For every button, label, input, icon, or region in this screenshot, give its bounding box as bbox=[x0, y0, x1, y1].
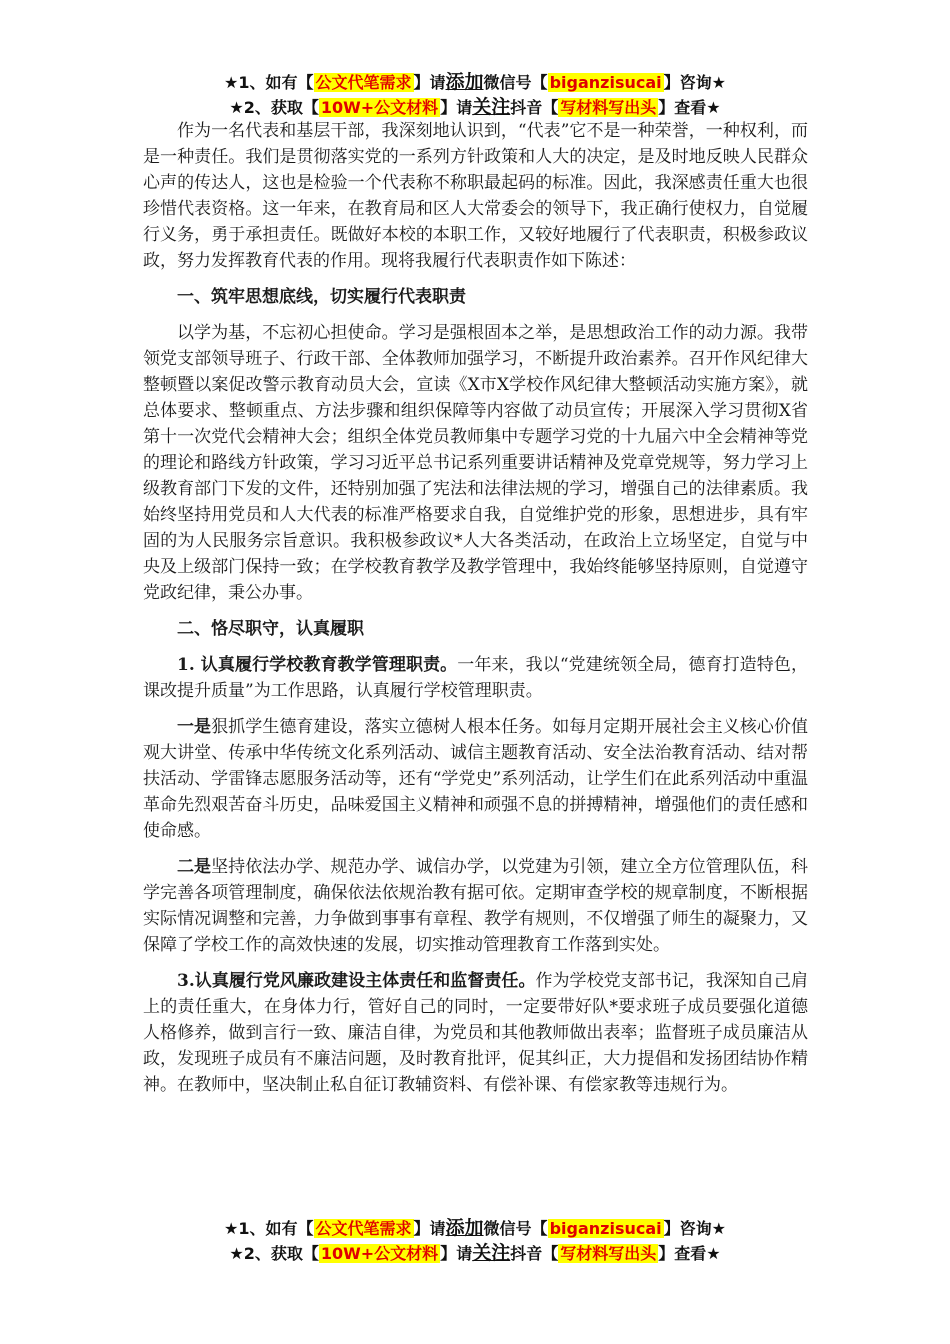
banner-line-2 bbox=[0, 95, 950, 120]
banner-text: ★1、如有【 bbox=[224, 73, 314, 92]
paragraph-lead: 一是 bbox=[177, 717, 212, 737]
paragraph-lead: 3.认真履行党风廉政建设主体责任和监督责任。 bbox=[177, 971, 536, 991]
paragraph-lead: 1. 认真履行学校教育教学管理职责。 bbox=[177, 655, 458, 675]
bottom-banner bbox=[0, 1216, 950, 1266]
banner-text: 】查看★ bbox=[658, 98, 721, 117]
banner-text: ★1、如有【 bbox=[224, 1219, 314, 1238]
banner-text: 微信号【 bbox=[483, 1219, 548, 1238]
banner-emphasis: 关注 bbox=[472, 1242, 511, 1264]
banner-highlight: 写材料写出头 bbox=[560, 98, 657, 117]
section-heading-1: 一、筑牢思想底线，切实履行代表职责 bbox=[177, 287, 466, 307]
banner-line-1 bbox=[0, 1216, 950, 1241]
section-heading-2: 二、恪尽职守，认真履职 bbox=[177, 619, 364, 639]
banner-text: 抖音【 bbox=[510, 1244, 559, 1263]
banner-text: 抖音【 bbox=[510, 98, 559, 117]
banner-text: 】查看★ bbox=[658, 1244, 721, 1263]
banner-text: ★2、获取【 bbox=[229, 1244, 319, 1263]
banner-highlight: 10W+公文材料 bbox=[320, 1244, 439, 1263]
banner-emphasis: 添加 bbox=[445, 71, 484, 93]
banner-line-2 bbox=[0, 1241, 950, 1266]
banner-text: 】请 bbox=[440, 1244, 473, 1263]
banner-highlight: 写材料写出头 bbox=[560, 1244, 657, 1263]
banner-text: 】请 bbox=[413, 73, 446, 92]
banner-highlight: 公文代笔需求 bbox=[315, 1219, 412, 1238]
paragraph-duty-1 bbox=[143, 652, 808, 704]
paragraph-text: 坚持依法办学、规范办学、诚信办学，以党建为引领，建立全方位管理队伍，科学完善各项管理制度，确保依法依规治教有据可依。定期审查学校的规章制度，不断根据实际情况调整和完善，力争做到事事有章程、教学有规则，不仅增强了师生的凝聚力，又保障了学校工作的高效快速的发展，切实推动管理教育工作落到实处。 bbox=[143, 857, 809, 955]
banner-highlight: 公文代笔需求 bbox=[315, 73, 412, 92]
banner-emphasis: 关注 bbox=[472, 96, 511, 118]
banner-highlight: biganzisucai bbox=[549, 1219, 662, 1238]
paragraph-duty-3 bbox=[143, 968, 808, 1098]
paragraph-point-1 bbox=[143, 714, 808, 844]
banner-text: 】咨询★ bbox=[663, 1219, 726, 1238]
paragraph-study: 以学为基，不忘初心担使命。学习是强根固本之举，是思想政治工作的动力源。我带领党支部领导班子、行政干部、全体教师加强学习，不断提升政治素养。召开作风纪律大整顿暨以案促改警示教育动员大会，宣读《X市X学校作风纪律大整顿活动实施方案》，就总体要求、整顿重点、方法步骤和组织保障等内容做了动员宣传；开展深入学习贯彻X省第十一次党代会精神大会；组织全体党员教师集中专题学习党的十九届六中全会精神等党的理论和路线方针政策，学习习近平总书记系列重要讲话精神及党章党规等，努力学习上级教育部门下发的文件，还特别加强了宪法和法律法规的学习，增强自己的法律素质。我始终坚持用党员和人大代表的标准严格要求自我，自觉维护党的形象，思想进步，具有牢固的为人民服务宗旨意识。我积极参政议*人大各类活动，在政治上立场坚定，自觉与中央及上级部门保持一致；在学校教育教学及教学管理中，我始终能够坚持原则，自觉遵守党政纪律，秉公办事。 bbox=[143, 323, 808, 603]
banner-text: 微信号【 bbox=[483, 73, 548, 92]
paragraph-point-2 bbox=[143, 854, 808, 958]
document-body bbox=[143, 118, 808, 1108]
banner-highlight: 10W+公文材料 bbox=[320, 98, 439, 117]
banner-emphasis: 添加 bbox=[445, 1217, 484, 1239]
banner-text: 】请 bbox=[413, 1219, 446, 1238]
banner-text: 】咨询★ bbox=[663, 73, 726, 92]
banner-line-1 bbox=[0, 70, 950, 95]
top-banner bbox=[0, 70, 950, 120]
paragraph-text: 狠抓学生德育建设，落实立德树人根本任务。如每月定期开展社会主义核心价值观大讲堂、传承中华传统文化系列活动、诚信主题教育活动、安全法治教育活动、结对帮扶活动、学雷锋志愿服务活动等，还有“学党史”系列活动，让学生们在此系列活动中重温革命先烈艰苦奋斗历史，品味爱国主义精神和顽强不息的拼搏精神，增强他们的责任感和使命感。 bbox=[143, 717, 809, 841]
paragraph-text: 一年来，我以“党建统领全局，德育打造特色，课改提升质量”为工作思路，认真履行学校管理职责。 bbox=[143, 655, 808, 701]
paragraph-text: 作为学校党支部书记，我深知自己肩上的责任重大，在身体力行，管好自己的同时，一定要带好队*要求班子成员要强化道德人格修养，做到言行一致、廉洁自律，为党员和其他教师做出表率；监督班子成员廉洁从政，发现班子成员有不廉洁问题，及时教育批评，促其纠正，大力提倡和发扬团结协作精神。在教师中，坚决制止私自征订教辅资料、有偿补课、有偿家教等违规行为。 bbox=[143, 971, 809, 1095]
paragraph-intro: 作为一名代表和基层干部，我深刻地认识到，“代表”它不是一种荣誉，一种权利，而是一种责任。我们是贯彻落实党的一系列方针政策和人大的决定，是及时地反映人民群众心声的传达人，这也是检验一个代表称不称职最起码的标准。因此，我深感责任重大也很珍惜代表资格。这一年来，在教育局和区人大常委会的领导下，我正确行使权力，自觉履行义务，勇于承担责任。既做好本校的本职工作，又较好地履行了代表职责，积极参政议政，努力发挥教育代表的作用。现将我履行代表职责作如下陈述： bbox=[143, 121, 808, 271]
banner-text: ★2、获取【 bbox=[229, 98, 319, 117]
banner-text: 】请 bbox=[440, 98, 473, 117]
paragraph-lead: 二是 bbox=[177, 857, 212, 877]
banner-highlight: biganzisucai bbox=[549, 73, 662, 92]
